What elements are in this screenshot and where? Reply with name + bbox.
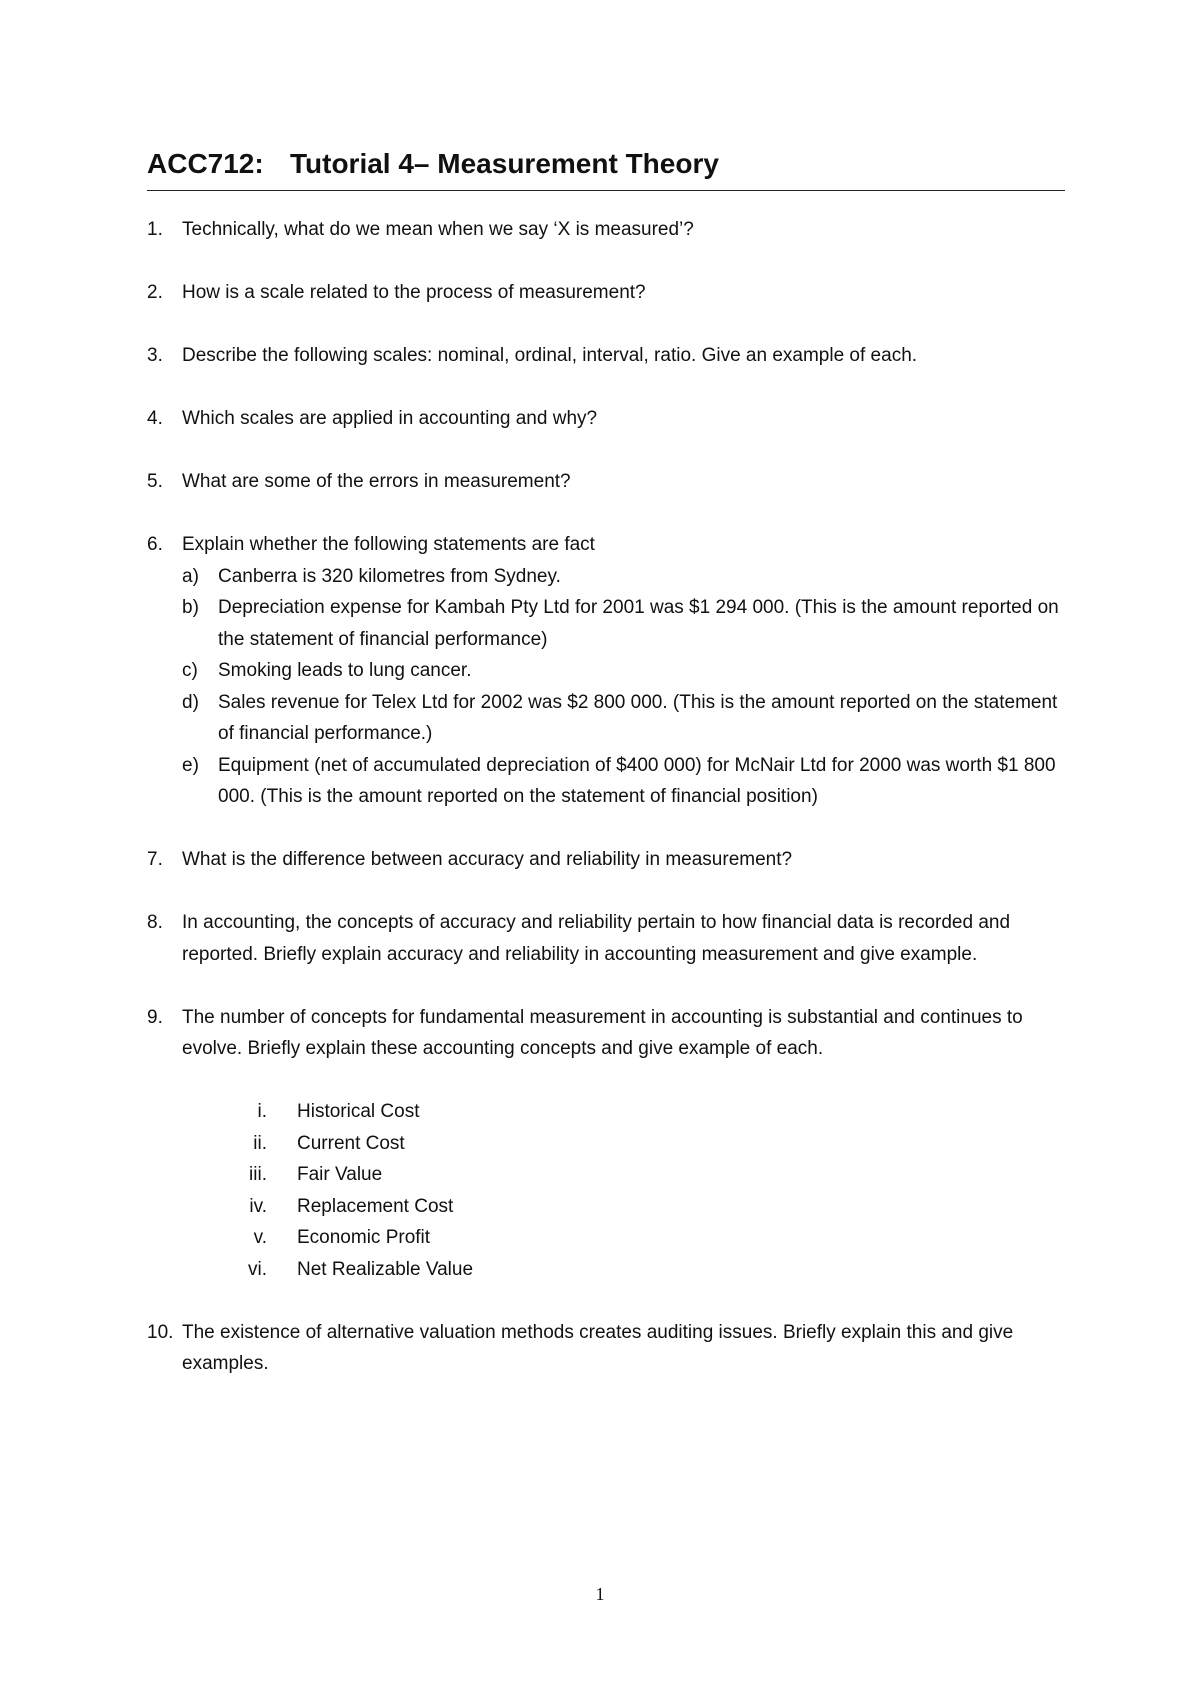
concept-item — [182, 1128, 1067, 1160]
statement-item — [182, 750, 1067, 813]
statement-item — [182, 592, 1067, 655]
question-number: 5. — [147, 471, 163, 492]
concept-text: Net Realizable Value — [297, 1258, 474, 1280]
question-text: The existence of alternative valuation methods creates auditing issues. Briefly explain this and give examples. — [182, 1321, 1014, 1374]
question-text: The number of concepts for fundamental measurement in accounting is substantial and continues to evolve. Briefly explain these accounting concepts and give example of each. — [182, 1006, 1023, 1059]
question-item — [147, 277, 1067, 309]
question-item — [147, 340, 1067, 372]
statement-item — [182, 687, 1067, 750]
concept-item — [182, 1254, 1067, 1286]
page-number: 1 — [595, 1584, 605, 1604]
concept-numeral: ii. — [253, 1132, 267, 1154]
concept-text: Historical Cost — [297, 1101, 420, 1122]
concept-numeral: v. — [253, 1227, 267, 1248]
concept-item — [182, 1191, 1067, 1223]
statement-letter: b) — [182, 597, 199, 618]
concept-text: Current Cost — [297, 1132, 405, 1154]
concept-numeral: i. — [257, 1101, 267, 1122]
statement-letter: d) — [182, 691, 199, 713]
question-number: 8. — [147, 912, 163, 933]
question-item — [147, 907, 1067, 970]
concept-numeral: vi. — [248, 1258, 267, 1280]
concept-text: Replacement Cost — [297, 1195, 454, 1217]
course-code: ACC712: — [147, 148, 264, 179]
question-body — [182, 529, 1067, 813]
question-number: 10. — [147, 1321, 174, 1343]
statement-text: Smoking leads to lung cancer. — [218, 660, 472, 681]
statement-text: Sales revenue for Telex Ltd for 2002 was $2 800 000. (This is the amount reported on the statement of financial performance.) — [218, 691, 1058, 744]
question-item — [147, 1317, 1067, 1380]
question-text: What is the difference between accuracy and reliability in measurement? — [182, 849, 793, 870]
statement-text: Equipment (net of accumulated depreciation of $400 000) for McNair Ltd for 2000 was worth $1 800 000. (This is the amount reported on the statement of financial position) — [218, 754, 1056, 807]
statement-letter: a) — [182, 565, 199, 587]
question-item — [147, 403, 1067, 435]
question-text: In accounting, the concepts of accuracy and reliability pertain to how financial data is recorded and reported. Briefly explain accuracy and reliability in accounting measurement and give example. — [182, 912, 1011, 965]
statement-text: Depreciation expense for Kambah Pty Ltd for 2001 was $1 294 000. (This is the amount reported on the statement of financial performance) — [218, 597, 1059, 650]
question-number: 3. — [147, 345, 163, 366]
question-number: 9. — [147, 1006, 163, 1028]
concept-text: Fair Value — [297, 1164, 383, 1185]
statement-list — [182, 561, 1067, 813]
title-row — [147, 146, 1065, 191]
question-body — [182, 1002, 1067, 1286]
concept-list — [182, 1096, 1067, 1285]
statement-text: Canberra is 320 kilometres from Sydney. — [218, 565, 561, 587]
statement-item — [182, 561, 1067, 593]
question-text: Technically, what do we mean when we say ‘X is measured’? — [182, 219, 694, 240]
concept-numeral: iv. — [249, 1195, 267, 1217]
question-text: How is a scale related to the process of measurement? — [182, 282, 646, 303]
question-text: Describe the following scales: nominal, ordinal, interval, ratio. Give an example of each. — [182, 345, 918, 366]
concept-item — [182, 1222, 1067, 1254]
question-item — [147, 529, 1067, 813]
question-text: What are some of the errors in measurement? — [182, 471, 571, 492]
statement-letter: e) — [182, 754, 199, 776]
question-number: 4. — [147, 408, 163, 429]
question-text: Which scales are applied in accounting and why? — [182, 408, 598, 429]
question-number: 2. — [147, 282, 163, 303]
concept-numeral: iii. — [249, 1164, 267, 1185]
concept-item — [182, 1159, 1067, 1191]
statement-item — [182, 655, 1067, 687]
question-text: Explain whether the following statements are fact — [182, 534, 595, 555]
concept-text: Economic Profit — [297, 1227, 431, 1248]
question-number: 7. — [147, 849, 163, 870]
statement-letter: c) — [182, 660, 198, 681]
question-item — [147, 1002, 1067, 1286]
page-title: Tutorial 4– Measurement Theory — [290, 148, 719, 179]
concept-item — [182, 1096, 1067, 1128]
question-number: 1. — [147, 219, 163, 240]
question-item — [147, 466, 1067, 498]
question-item — [147, 214, 1067, 246]
question-item — [147, 844, 1067, 876]
question-list — [147, 214, 1067, 1411]
question-number: 6. — [147, 534, 163, 555]
